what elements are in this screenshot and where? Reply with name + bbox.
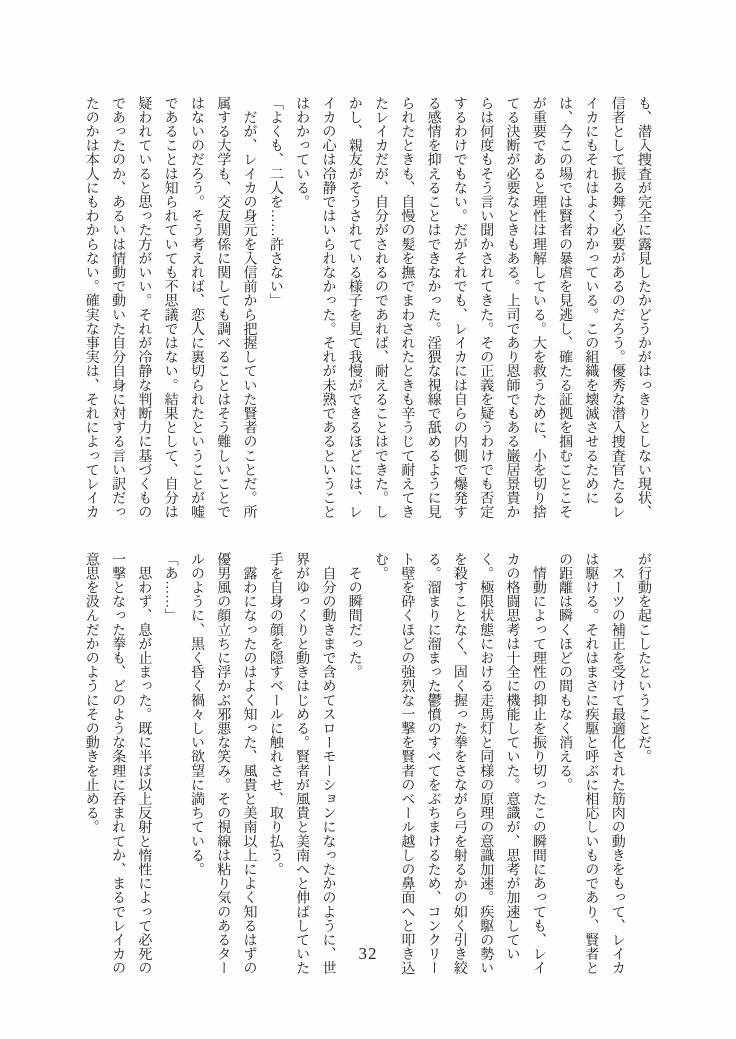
text-line: も、潜入捜査が完全に露見したかどうかがはっきりとしない現状、 (636, 96, 651, 519)
text-line: らは何度もそう言い聞かされてきた。その正義を疑うわけでも否定 (478, 96, 494, 519)
text-line: イカにもそれはよくわかっている。この組織を壊滅させるために (583, 96, 599, 505)
text-line: てる決断が必要なときもある。上司であり恩師でもある巌居景貴か (504, 96, 520, 519)
text-line: ト壁を砕くほどの強烈な一撃を賢者のベール越しの鼻面へと叩き込 (399, 552, 415, 975)
text-line: く。極限状態における走馬灯と同様の原理の意識加速。疾駆の勢い (478, 552, 494, 975)
upper-text-block (77, 96, 656, 522)
text-line: 露わになったのはよく知った、風貴と美南以上によく知るはずの (241, 552, 257, 975)
text-line: はわかっている。 (294, 96, 310, 209)
text-line: の距離は瞬くほどの間もなく消える。 (557, 552, 573, 792)
text-line: は、今この場では賢者の暴虐を見逃し、確たる証拠を掴むことこそ (557, 96, 573, 519)
text-line: 意思を汲んだかのようにその動きを止める。 (83, 552, 99, 834)
text-line: が行動を起こしたということだ。 (636, 552, 651, 764)
text-line: は駆ける。それはまさに疾駆と呼ぶに相応しいものであり、賢者と (583, 552, 599, 975)
text-line: 優男風の顔立ちに浮かぶ邪悪な笑み。その視線は粘り気のあるター (215, 552, 231, 975)
text-line: られたときも、自慢の髪を撫でまわされたときも辛うじて耐えてき (399, 96, 415, 519)
text-line: 一撃となった拳も、どのような条理に呑まれてか、まるでレイカの (110, 552, 126, 975)
text-line: たのかは本人にもわからない。確実な事実は、それによってレイカ (83, 96, 99, 519)
text-line: 界がゆっくりと動きはじめる。賢者が風貴と美南へと伸ばしていた (294, 552, 310, 975)
text-line: イカの心は冷静ではいられなかった。それが未熟であるということ (320, 96, 336, 519)
text-line: 「よくも、二人を……許さない」 (267, 96, 283, 308)
text-line: たレイカだが、自分がされるのであれば、耐えることはできた。し (373, 96, 389, 519)
text-line: 情動によって理性の抑止を振り切ったこの瞬間にあっても、レイ (530, 552, 546, 975)
text-line: ルのように、黒く昏く禍々しい欲望に満ちている。 (188, 552, 204, 877)
text-line: 自分の動きまで含めてスローモーションになったかのように、世 (320, 552, 336, 975)
text-line: 思わず、息が止まった。既に半ば以上反射と惰性によって必死の (136, 552, 152, 975)
text-line: するわけでもない。だがそれでも、レイカには自らの内側で爆発す (451, 96, 467, 519)
text-line: はないのだろう。そう考えれば、恋人に裏切られたということが嘘 (188, 96, 204, 519)
text-line: 手を自身の顔を隠すベールに触れさせ、取り払う。 (267, 552, 283, 877)
text-line: む。 (373, 552, 389, 581)
text-line: カの格闘思考は十全に機能していた。意識が、思考が加速してい (504, 552, 520, 961)
text-line: であることは知られていても不思議ではない。結果として、自分は (162, 96, 178, 519)
text-line: を殺すことなく、固く握った拳をさながら弓を射るかの如く引き絞 (451, 552, 467, 975)
page-number: 32 (358, 944, 378, 963)
text-line: その瞬間だった。 (346, 552, 362, 679)
lower-text-block (77, 552, 656, 978)
text-line: る感情を抑えることはできなかった。淫猥な視線で舐めるように見 (425, 96, 441, 519)
text-line: 信者として振る舞う必要があるのだろう。優秀な潜入捜査官たるレ (609, 96, 625, 519)
text-line: 属する大学も、交友関係に関しても調べることはそう難しいことで (215, 96, 231, 519)
text-line: であったのか、あるいは情動で動いた自分自身に対する言い訳だっ (110, 96, 126, 519)
text-line: が重要であると理性は理解している。大を救うために、小を切り捨 (530, 96, 546, 519)
text-line: 「あ……」 (162, 552, 178, 623)
text-line: だが、レイカの身元を入信前から把握していた賢者のことだ。所 (241, 96, 257, 519)
text-line: る。溜まりに溜まった鬱憤のすべてをぶちまけるため、コンクリー (425, 552, 441, 975)
text-line: かし、親友がそうされている様子を見て我慢ができるほどには、レ (346, 96, 362, 519)
text-line: スーツの補正を受けて最適化された筋肉の動きをもって、レイカ (609, 552, 625, 975)
text-line: 疑われていると思った方がいい。それが冷静な判断力に基づくもの (136, 96, 152, 519)
